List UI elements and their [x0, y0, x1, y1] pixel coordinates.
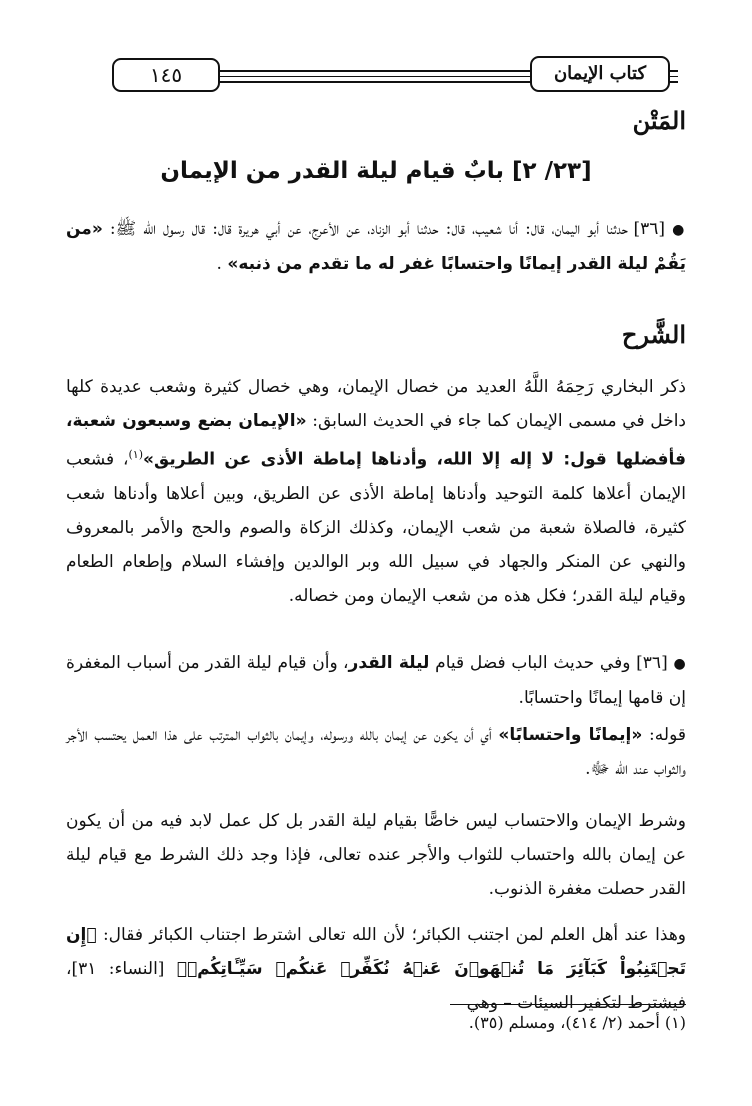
footnote: (١) أحمد (٢/ ٤١٤)، ومسلم (٣٥).	[468, 1013, 686, 1032]
chapter-title: [٢٣/ ٢] بابٌ قيام ليلة القدر من الإيمان	[160, 158, 592, 184]
bullet-icon: ●	[672, 222, 686, 238]
sharh-paragraph-2	[66, 646, 686, 715]
sharh-text: قوله:	[642, 725, 686, 745]
sharh-paragraph-3	[66, 718, 686, 786]
hadith-paragraph	[66, 212, 686, 281]
quoted-hadith: «الإيمان بضع وسبعون شعبة، فأفضلها قول: لا إله إلا الله، وأدناها إماطة الأذى عن الطريق»	[66, 411, 687, 470]
sharh-text: ذكر البخاري رَحِمَهُ اللَّهُ العديد من خصال الإيمان، وهي خصال كثيرة وشعب عديدة كلها داخل في مسمى الإيمان كما جاء في الحديث السابق:	[66, 377, 686, 431]
footnote-divider	[450, 1004, 686, 1005]
sharh-paragraph-4: وشرط الإيمان والاحتساب ليس خاصًّا بقيام ليلة القدر بل كل عمل لابد فيه من أن يكون عن إيمان بالله واحتساب للثواب والأجر عنده تعالى، فإذا وجد ذلك الشرط مع قيام ليلة القدر حصلت مغفرة الذنوب.	[66, 811, 686, 899]
book-title: كتاب الإيمان	[530, 56, 670, 92]
sharh-text: ، فشعب الإيمان أعلاها كلمة التوحيد وأدناها إماطة الأذى عن الطريق، وبين أعلاها وأدناها شعب كثيرة، فالصلاة شعبة من شعب الإيمان، وكذلك الزكاة والصوم والحج والأمر بالمعروف والنهي عن المنكر والجهاد في سبيل الله وبر الوالدين وإفشاء السلام وإطعام الطعام وقيام ليلة القدر؛ فكل هذه من شعب الإيمان ومن خصاله.	[66, 449, 686, 606]
sharh-text: ، فيشترط لتكفير السيئات – وهي	[66, 959, 686, 1013]
quran-verse: ﴿إِن تَجۡتَنِبُواْ كَبَآئِرَ مَا تُنۡهَوۡنَ عَنۡهُ نُكَفِّرۡ عَنكُمۡ سَيِّـَٔاتِكُمۡ﴾	[66, 925, 686, 979]
matn-label: المَتْن	[632, 106, 686, 135]
sharh-text: وهذا عند أهل العلم لمن اجتنب الكبائر؛ لأن الله تعالى اشترط اجتناب الكبائر فقال:	[96, 925, 686, 945]
hadith-isnad: [٣٦] حدثنا أبو اليمان، قال: أنا شعيب، قال: حدثنا أبو الزناد، عن الأعرج، عن أبي هريرة قال: قال رسول الله ﷺ:	[102, 219, 665, 239]
bold-term: «إيمانًا واحتسابًا»	[498, 725, 643, 745]
sharh-text: أي أن يكون عن إيمان بالله ورسوله، وإيمان بالثواب المترتب على هذا العمل يحتسب الأجر والثواب عند الله ﷻ.	[66, 725, 686, 779]
hadith-end: .	[216, 254, 228, 274]
running-header	[66, 56, 686, 96]
page-number: ١٤٥	[112, 58, 220, 92]
bold-term: ليلة القدر	[348, 653, 430, 673]
sharh-text: [٣٦] وفي حديث الباب فضل قيام	[429, 653, 668, 673]
sharh-label: الشَّرح	[621, 320, 686, 349]
bullet-icon: ●	[673, 656, 687, 672]
footnote-marker: (١)	[128, 448, 144, 461]
sharh-paragraph-1	[66, 370, 686, 613]
hadith-matn: «من يَقُمْ ليلة القدر إيمانًا واحتسابًا غفر له ما تقدم من ذنبه»	[66, 219, 686, 274]
sharh-text: ، وأن قيام ليلة القدر من أسباب المغفرة إن قامها إيمانًا واحتسابًا.	[66, 653, 686, 708]
quran-reference: [النساء: ٣١]	[71, 959, 177, 979]
